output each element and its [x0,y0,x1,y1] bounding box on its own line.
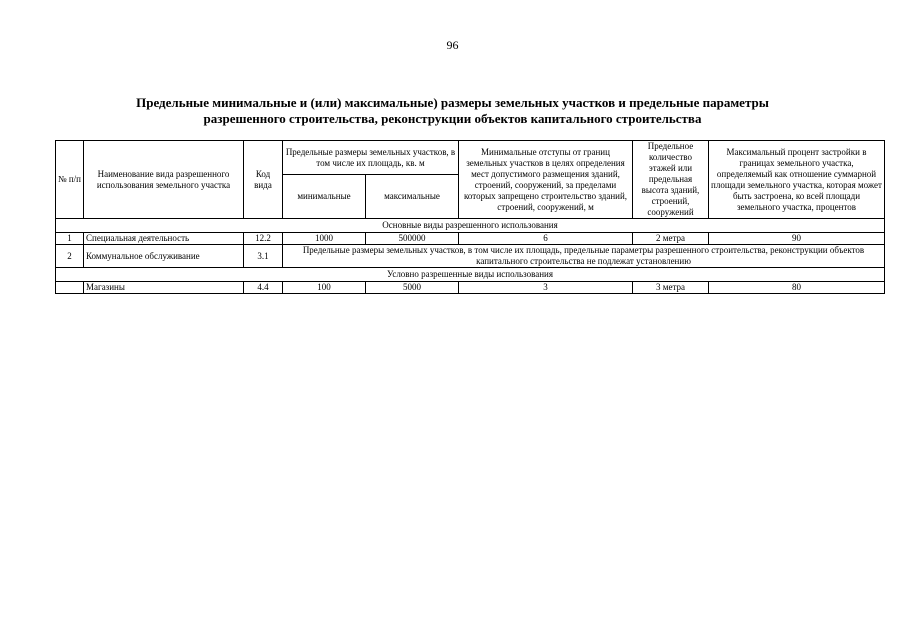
title-line-1: Предельные минимальные и (или) максимальные) размеры земельных участков и предельные параметры [136,95,769,110]
page-number: 96 [446,38,459,52]
cell-num: 2 [56,245,84,268]
section-conditional-row [56,268,885,282]
cell-name: Коммунальное обслуживание [84,245,244,268]
cell-setback: 3 [459,282,633,294]
cell-code: 3.1 [244,245,283,268]
cell-min: 100 [283,282,366,294]
cell-num [56,282,84,294]
table-row [56,282,885,294]
cell-floors: 2 метра [633,233,709,245]
header-setbacks: Минимальные отступы от границ земельных участков в целях определения мест допустимого размещения зданий, строений, сооружений, за пределами которых запрещено строительство зданий, строений, сооружений, м [459,141,633,219]
cell-max: 500000 [366,233,459,245]
header-sizes: Предельные размеры земельных участков, в том числе их площадь, кв. м [283,141,459,175]
header-code: Код вида [244,141,283,219]
title-line-2: разрешенного строительства, реконструкции объектов капитального строительства [203,111,702,126]
cell-min: 1000 [283,233,366,245]
header-floors: Предельное количество этажей или предельная высота зданий, строений, сооружений [633,141,709,219]
cell-floors: 3 метра [633,282,709,294]
document-title [40,95,865,127]
header-num: № п/п [56,141,84,219]
cell-num: 1 [56,233,84,245]
cell-coverage: 80 [709,282,885,294]
cell-name: Специальная деятельность [84,233,244,245]
cell-coverage: 90 [709,233,885,245]
cell-code: 4.4 [244,282,283,294]
cell-max: 5000 [366,282,459,294]
cell-setback: 6 [459,233,633,245]
land-parameters-table [55,140,885,294]
header-min: минимальные [283,175,366,219]
section-conditional-label: Условно разрешенные виды использования [56,268,885,282]
section-main-label: Основные виды разрешенного использования [56,219,885,233]
header-name: Наименование вида разрешенного использования земельного участка [84,141,244,219]
header-coverage: Максимальный процент застройки в границах земельного участка, определяемый как отношение суммарной площади земельного участка, которая может быть застроена, ко всей площади земельного участка, процентов [709,141,885,219]
cell-name: Магазины [84,282,244,294]
section-main-row [56,219,885,233]
cell-note: Предельные размеры земельных участков, в том числе их площадь, предельные параметры разрешенного строительства, реконструкции объектов капитального строительства не подлежат установлению [283,245,885,268]
table-row [56,245,885,268]
header-max: максимальные [366,175,459,219]
table-row [56,233,885,245]
table-header-row [56,141,885,175]
cell-code: 12.2 [244,233,283,245]
